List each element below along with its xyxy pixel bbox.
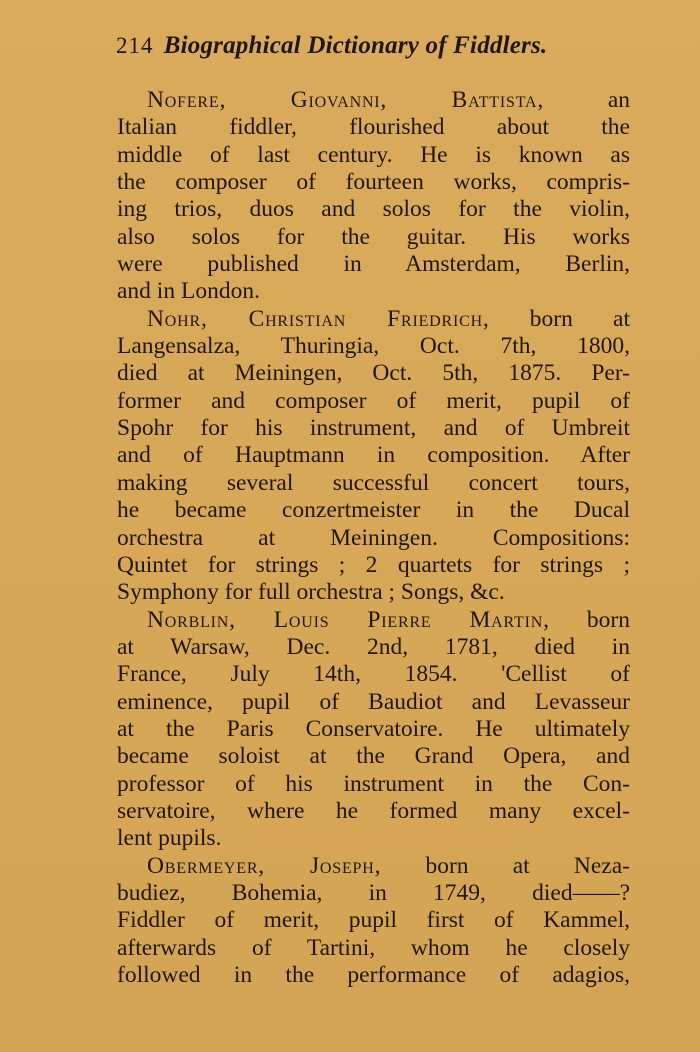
text-line: the composer of fourteen works, compris-	[117, 169, 630, 196]
text-line: servatoire, where he formed many excel-	[117, 797, 630, 824]
text-line: he became conzertmeister in the Ducal	[117, 497, 630, 524]
body-text	[117, 87, 630, 989]
text-line: and of Hauptmann in composition. After	[117, 442, 630, 469]
text-line: at Warsaw, Dec. 2nd, 1781, died in	[117, 633, 630, 660]
entry-text: born at	[489, 305, 630, 332]
text-line: orchestra at Meiningen. Compositions:	[117, 524, 630, 551]
text-line: at the Paris Conservatoire. He ultimately	[117, 715, 630, 742]
text-line: lent pupils.	[117, 825, 222, 852]
text-line: former and composer of merit, pupil of	[117, 387, 630, 414]
entry-name: Norblin, Louis Pierre Martin,	[147, 606, 550, 633]
text-line: were published in Amsterdam, Berlin,	[117, 251, 630, 278]
text-line: died at Meiningen, Oct. 5th, 1875. Per-	[117, 360, 630, 387]
text-line: middle of last century. He is known as	[117, 141, 630, 168]
text-line: budiez, Bohemia, in 1749, died——?	[117, 879, 630, 906]
text-line: and in London.	[117, 278, 260, 305]
text-line: also solos for the guitar. His works	[117, 223, 630, 250]
text-line	[117, 306, 630, 333]
text-line: Italian fiddler, flourished about the	[117, 114, 630, 141]
text-line	[117, 853, 630, 880]
entry-name: Nohr, Christian Friedrich,	[147, 305, 490, 332]
text-line: followed in the performance of adagios,	[117, 962, 630, 988]
entry-text: born at Neza-	[381, 852, 630, 879]
text-line: Spohr for his instrument, and of Umbreit	[117, 415, 630, 442]
text-line: Fiddler of merit, pupil first of Kammel,	[117, 907, 630, 934]
page-number: 214	[116, 33, 154, 58]
text-line: Quintet for strings ; 2 quartets for strings ;	[117, 551, 630, 578]
entry-text: born	[549, 606, 631, 633]
text-line: afterwards of Tartini, whom he closely	[117, 934, 630, 961]
text-line	[117, 607, 630, 634]
text-line: Langensalza, Thuringia, Oct. 7th, 1800,	[117, 333, 630, 360]
running-head	[116, 30, 547, 62]
text-line: became soloist at the Grand Opera, and	[117, 743, 630, 770]
text-line: ing trios, duos and solos for the violin,	[117, 196, 630, 223]
text-line: professor of his instrument in the Con-	[117, 770, 630, 797]
text-line: making several successful concert tours,	[117, 469, 630, 496]
entry-text: an	[544, 87, 631, 113]
entry-name: Obermeyer, Joseph,	[147, 852, 382, 879]
text-line	[117, 87, 630, 114]
text-line: France, July 14th, 1854. 'Cellist of	[117, 661, 630, 688]
text-line: eminence, pupil of Baudiot and Levasseur	[117, 688, 630, 715]
text-line: Symphony for full orchestra ; Songs, &c.	[117, 579, 505, 606]
running-title: Biographical Dictionary of Fiddlers.	[163, 32, 548, 59]
entry-name: Nofere, Giovanni, Battista,	[147, 87, 545, 113]
